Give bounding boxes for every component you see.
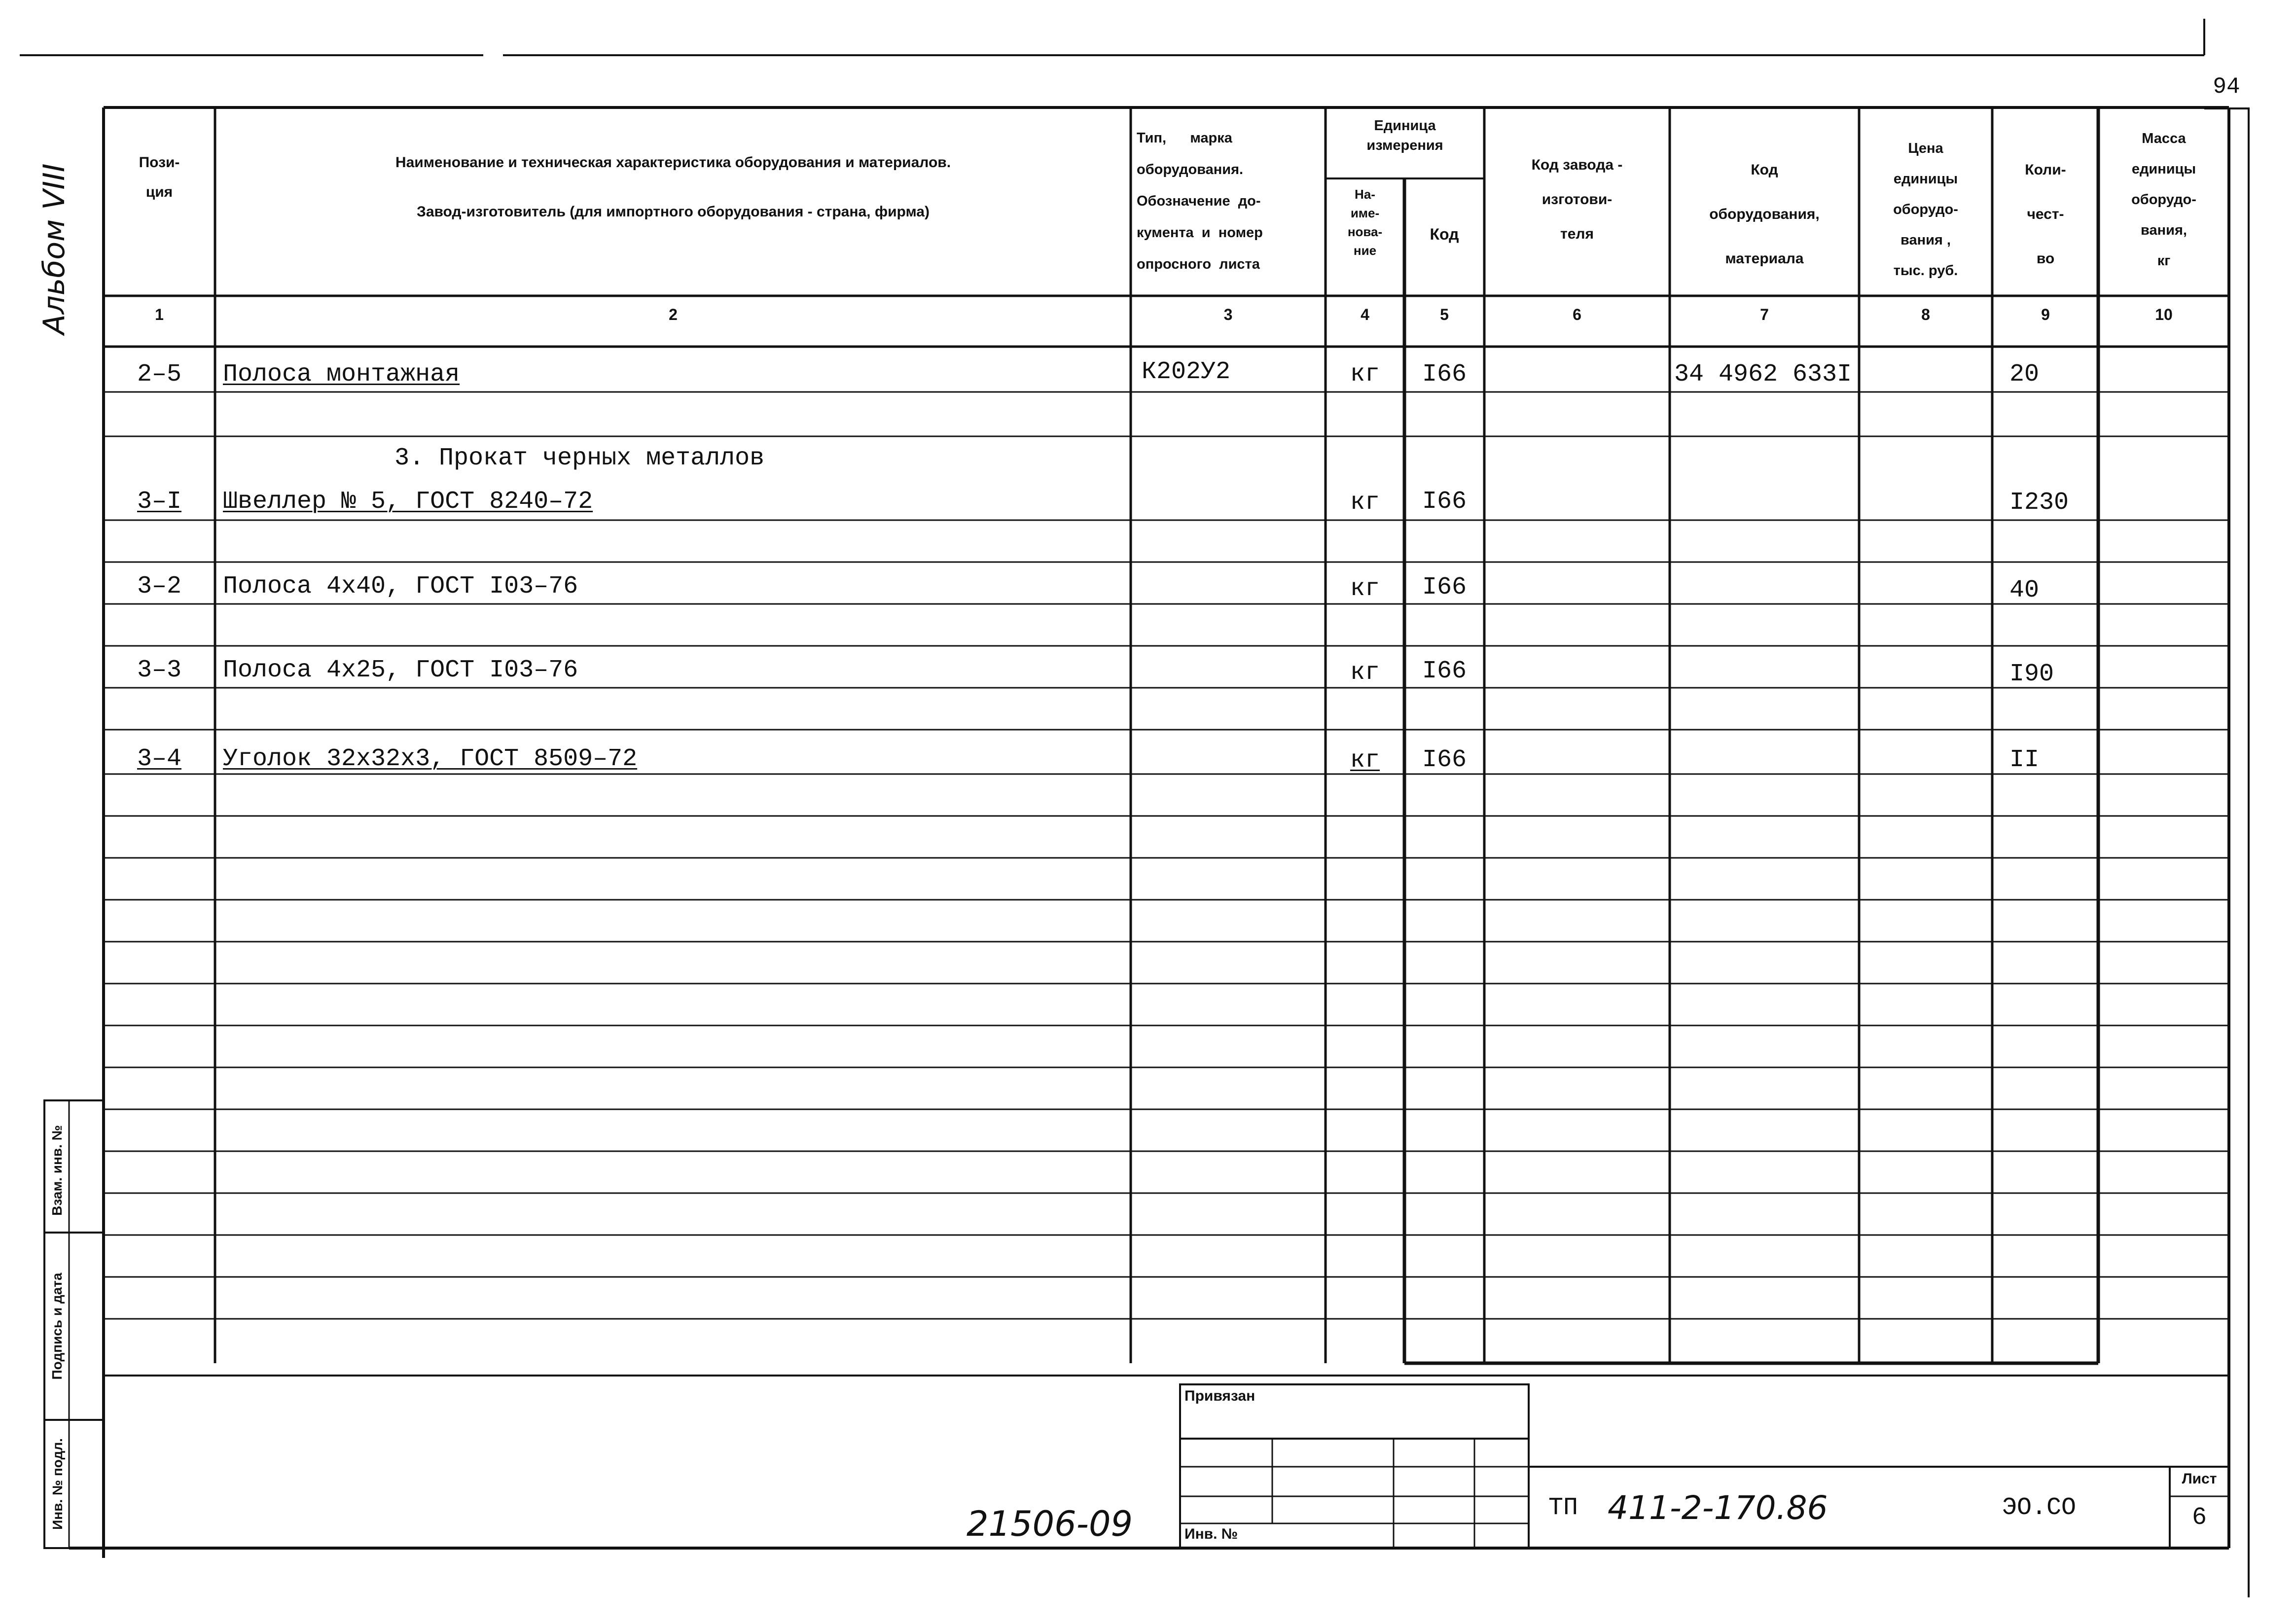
row-3-3-position: 3–3 xyxy=(137,656,181,684)
row-3-2-name: Полоса 4х40, ГОСТ I03–76 xyxy=(223,572,578,600)
header-unit-group: Единица измерения xyxy=(1366,118,1443,153)
colnum-2: 2 xyxy=(669,306,678,323)
row-3-3-unit-code: I66 xyxy=(1422,657,1467,685)
header-unit-name: На- име- нова- ние xyxy=(1347,187,1383,258)
header-type: Тип, марка оборудования. Обозначение до- кумента и номер опросного листа xyxy=(1137,130,1263,272)
row-2-5-name: Полоса монтажная xyxy=(223,360,460,388)
row-3-3-unit: кг xyxy=(1350,659,1380,687)
row-3-4-name: Уголок 32х32х3, ГОСТ 8509–72 xyxy=(223,745,638,773)
colnum-3: 3 xyxy=(1223,306,1233,323)
row-3-4-unit: кг xyxy=(1350,746,1380,775)
row-3-2-position: 3–2 xyxy=(137,572,181,600)
row-2-5-quantity: 20 xyxy=(2009,360,2040,388)
row-3-2-quantity: 40 xyxy=(2009,576,2040,604)
row-2-5-type: К202У2 xyxy=(1142,358,1231,386)
row-3-3-name: Полоса 4х25, ГОСТ I03–76 xyxy=(223,656,578,684)
tp-prefix: ТП xyxy=(1548,1494,1578,1522)
handwritten-number: 21506-09 xyxy=(967,1504,1133,1544)
row-3-2-unit-code: I66 xyxy=(1422,573,1467,601)
colnum-8: 8 xyxy=(1921,306,1930,323)
album-title: Альбом VIII xyxy=(37,163,72,335)
section-title: 3. Прокат черных металлов xyxy=(394,444,765,472)
row-3-3-quantity: I90 xyxy=(2009,660,2054,688)
row-3-1-name: Швеллер № 5, ГОСТ 8240–72 xyxy=(223,488,593,516)
row-3-4-position: 3–4 xyxy=(137,745,181,773)
colnum-9: 9 xyxy=(2041,306,2050,323)
inv-label: Инв. № xyxy=(1184,1526,1238,1542)
row-2-5-unit: кг xyxy=(1350,360,1380,388)
row-3-4-quantity: II xyxy=(2009,746,2040,774)
colnum-5: 5 xyxy=(1440,306,1449,323)
header-equipment-code: Код оборудования, материала xyxy=(1709,162,1820,267)
header-unit-code: Код xyxy=(1430,225,1459,243)
header-quantity: Коли- чест- во xyxy=(2025,162,2066,267)
header-name-line1: Наименование и техническая характеристика оборудования и материалов. xyxy=(395,154,951,171)
sheet-number-top: 94 xyxy=(2213,74,2240,100)
header-name-line2: Завод-изготовитель (для импортного оборудования - страна, фирма) xyxy=(417,204,930,220)
row-2-5-position: 2–5 xyxy=(137,360,181,388)
bound-label: Привязан xyxy=(1184,1388,1255,1404)
row-3-1-position: 3–I xyxy=(137,488,181,516)
doc-code: ЭО.СО xyxy=(2002,1494,2077,1522)
header-unit-mass: Масса единицы оборудо- вания, кг xyxy=(2131,131,2196,269)
sheet-value: 6 xyxy=(2191,1504,2207,1532)
sheet-label: Лист xyxy=(2182,1471,2217,1487)
stamp-replacement-inv: Взам. инв. № xyxy=(49,1125,65,1216)
colnum-10: 10 xyxy=(2155,306,2173,323)
colnum-4: 4 xyxy=(1361,306,1369,323)
colnum-6: 6 xyxy=(1573,306,1581,323)
row-3-1-unit-code: I66 xyxy=(1422,488,1467,516)
colnum-7: 7 xyxy=(1760,306,1769,323)
row-3-4-unit-code: I66 xyxy=(1422,746,1467,774)
row-3-1-quantity: I230 xyxy=(2009,489,2069,517)
row-3-1-unit: кг xyxy=(1350,489,1380,517)
header-unit-price: Цена единицы оборудо- вания , тыс. руб. xyxy=(1893,141,1958,279)
tp-number: 411-2-170.86 xyxy=(1608,1489,1828,1527)
row-3-2-unit: кг xyxy=(1350,575,1380,603)
colnum-1: 1 xyxy=(155,306,164,323)
row-2-5-unit-code: I66 xyxy=(1422,360,1467,388)
stamp-original-inv: Инв. № подл. xyxy=(50,1438,65,1530)
header-manufacturer-code: Код завода - изготови- теля xyxy=(1531,157,1623,242)
row-2-5-material-code: 34 4962 633I xyxy=(1674,360,1852,388)
header-position: Пози- ция xyxy=(139,154,180,200)
stamp-signature-date: Подпись и дата xyxy=(49,1272,65,1380)
